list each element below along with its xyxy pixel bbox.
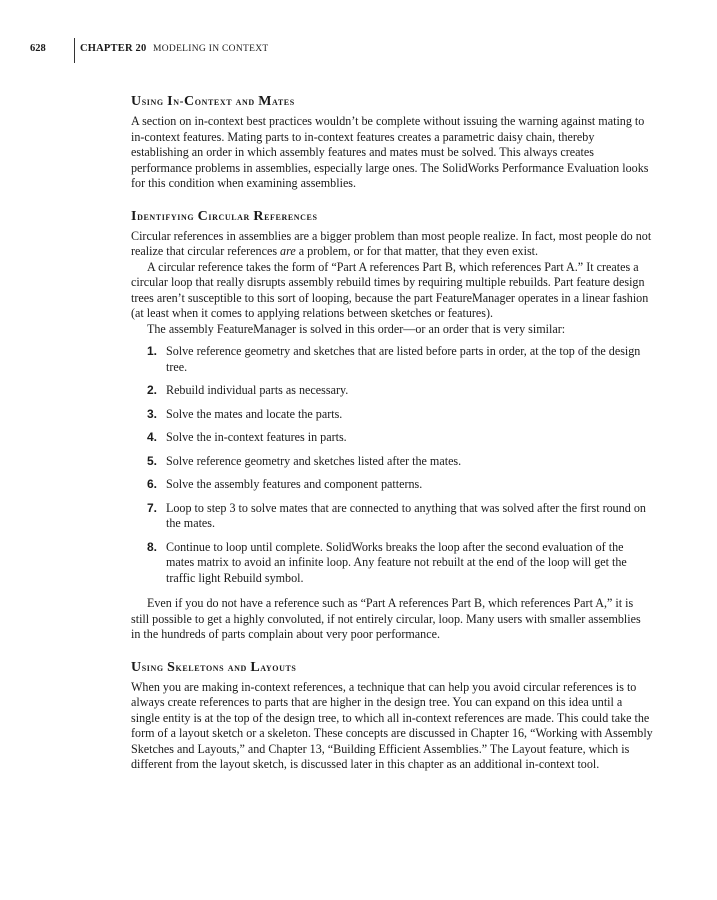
list-item [131,501,653,532]
section-skeletons-layouts [131,661,653,773]
list-text: Solve the mates and locate the parts. [166,406,343,421]
section-heading [131,661,653,675]
section-in-context-mates [131,95,653,192]
list-item [131,344,653,375]
list-number: 2. [147,383,158,397]
section-heading [131,210,653,224]
list-text: Solve reference geometry and sketches that are listed before parts in order, at the top of the design tree. [166,344,641,374]
heading-text: sing [141,661,168,674]
heading-text: ates [272,96,295,108]
paragraph-text: Circular references in assemblies are a bigger problem than most people realize. In fact, most people do not realize that circular references [131,228,652,258]
list-number: 1. [147,344,158,358]
list-number: 7. [147,500,158,515]
heading-initial: C [184,94,195,109]
heading-initial: S [167,659,176,675]
heading-text: ircular [208,210,254,223]
list-item [131,454,653,470]
heading-initial: I [131,208,138,224]
chapter-label: CHAPTER 20 [80,43,147,54]
list-text: Solve reference geometry and sketches listed after the mates. [166,453,462,468]
heading-text: keletons and [175,661,251,674]
list-text: Solve the in-context features in parts. [166,430,347,444]
list-number: 8. [147,539,158,554]
body-paragraph: The assembly FeatureManager is solved in this order—or an order that is very similar: [147,321,566,336]
heading-initial: I [167,94,174,109]
list-number: 6. [147,477,158,491]
solve-order-list [131,344,653,586]
heading-initial: R [253,208,265,224]
heading-initial: M [258,94,273,109]
body-paragraph: When you are making in-context references, a technique that can help you avoid circular references is to always create references to parts that are higher in the design tree. You can expand on this idea until a single entity is at the top of the design tree, to which all in-context references are made. This could take the form of a layout sketch or a skeleton. These concepts are discussed in Chapter 16, “Working with Assembly Sketches and Layouts,” and Chapter 13, “Building Efficient Assemblies.” The Layout feature, which is different from the layout sketch, is discussed later in this chapter as an additional in-context tool. [131,679,653,771]
heading-text: eferences [264,210,318,223]
list-text: Rebuild individual parts as necessary. [166,383,349,397]
body-paragraph [131,229,653,260]
list-item [131,407,653,423]
heading-text: ayouts [260,661,297,674]
heading-initial: U [131,94,142,109]
emphasis-text: are [280,244,296,258]
heading-text: dentifying [137,210,198,223]
list-item [131,430,653,446]
list-item [131,477,653,493]
header-divider [74,38,75,63]
heading-initial: C [197,208,209,224]
list-number: 3. [147,406,158,421]
body-paragraph: A section on in-context best practices wouldn’t be complete without issuing the warning against mating to in-context features. Mating parts to in-context features creates a parametric daisy chain, thereby establishing an order in which assembly features and mates must be solved. This always creates performance problems in assemblies, especially large ones. The SolidWorks Performance Evaluation looks for this condition when examining assemblies. [131,114,649,190]
heading-text: sing [141,96,168,108]
section-circular-references [131,210,653,643]
section-heading [131,95,653,109]
list-item [131,383,653,399]
body-paragraph: Even if you do not have a reference such as “Part A references Part B, which references Part A,” it is still possible to get a highly convoluted, if not entirely circular, loop. Many users with smaller assemblies in the hundreds of parts complain about very poor performance. [131,596,641,641]
list-text: Loop to step 3 to solve mates that are connected to anything that was solved after the first round on the mates. [166,500,646,530]
list-number: 4. [147,430,158,444]
heading-text: n- [173,96,185,108]
list-text: Continue to loop until complete. SolidWorks breaks the loop after the second evaluation of the mates matrix to avoid an infinite loop. Any feature not rebuilt at the end of the loop will get the traffic light Rebuild symbol. [166,539,627,585]
running-header [0,38,717,64]
heading-initial: L [250,659,261,675]
page-number: 628 [30,43,46,54]
heading-text: ontext and [194,96,259,108]
chapter-title: MODELING IN CONTEXT [153,43,269,54]
body-paragraph: A circular reference takes the form of “Part A references Part B, which references Part A.” It creates a circular loop that really disrupts assembly rebuild times by requiring multiple rebuilds. Part feature design trees aren’t susceptible to this sort of looping, because the part FeatureManager operates in a linear fashion (at least when it comes to applying relations between sketches or features). [131,259,649,320]
heading-initial: U [131,659,142,675]
paragraph-text: a problem, or for that matter, that they even exist. [295,244,539,258]
list-text: Solve the assembly features and component patterns. [166,477,423,491]
list-number: 5. [147,453,158,468]
page-body [131,95,653,773]
list-item [131,540,653,587]
